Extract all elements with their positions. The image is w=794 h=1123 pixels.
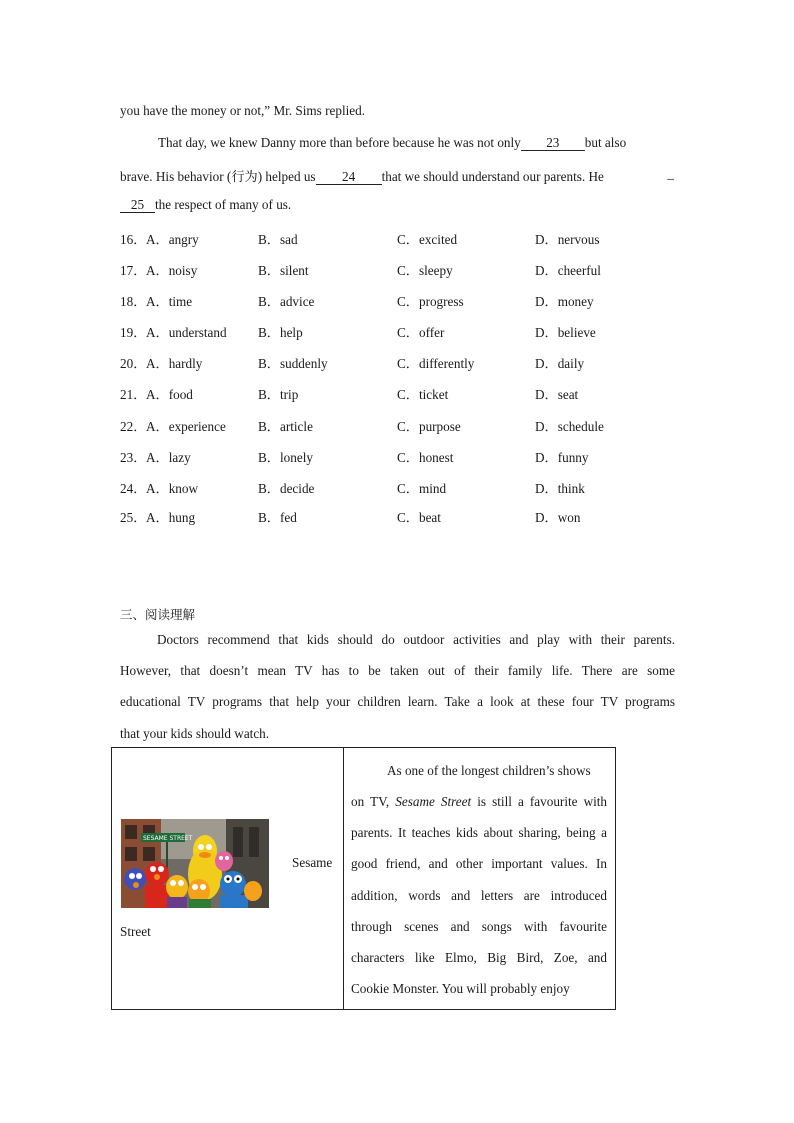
option-d: D．think xyxy=(535,481,585,496)
blank-24: 24 xyxy=(316,170,382,185)
passage-text: that we should understand our parents. He xyxy=(381,169,604,184)
option-b: B．fed xyxy=(258,510,297,525)
option-a: A．noisy xyxy=(146,263,198,278)
reading-line: educational TV programs that help your children learn. Take a look at these four TV programs xyxy=(120,694,675,709)
passage-line xyxy=(158,135,626,151)
program-description: addition, words and letters are introduced xyxy=(351,888,607,903)
table-divider xyxy=(343,748,344,1009)
passage-line xyxy=(120,197,291,213)
passage-line: you have the money or not,” Mr. Sims replied. xyxy=(120,103,366,118)
desc-text: is still a favourite with xyxy=(477,794,608,809)
option-d: D．cheerful xyxy=(535,263,601,278)
question-number: 20． xyxy=(120,356,147,371)
option-d: D．funny xyxy=(535,450,589,465)
option-c: C．differently xyxy=(397,356,475,371)
option-a: A．experience xyxy=(146,419,226,434)
option-a: A．hardly xyxy=(146,356,203,371)
program-description xyxy=(351,794,607,810)
option-c: C．excited xyxy=(397,232,458,247)
blank-23: 23 xyxy=(521,136,585,151)
program-description: parents. It teaches kids about sharing, being a xyxy=(351,825,607,840)
reading-line: Doctors recommend that kids should do outdoor activities and play with their parents. xyxy=(157,632,675,647)
option-a: A．food xyxy=(146,387,193,402)
option-b: B．trip xyxy=(258,387,299,402)
program-description: characters like Elmo, Big Bird, Zoe, and xyxy=(351,950,607,965)
question-number: 17． xyxy=(120,263,147,278)
option-c: C．purpose xyxy=(397,419,461,434)
reading-line: that your kids should watch. xyxy=(120,726,270,741)
option-b: B．sad xyxy=(258,232,298,247)
option-d: D．won xyxy=(535,510,581,525)
passage-text: the respect of many of us. xyxy=(155,197,292,212)
option-b: B．suddenly xyxy=(258,356,328,371)
section-heading: 三、阅读理解 xyxy=(120,607,196,622)
question-number: 24． xyxy=(120,481,147,496)
sesame-street-photo xyxy=(121,819,269,908)
option-d: D．seat xyxy=(535,387,579,402)
program-name-part2: Street xyxy=(120,924,151,939)
option-a: A．lazy xyxy=(146,450,191,465)
option-c: C．progress xyxy=(397,294,464,309)
desc-text: on TV, xyxy=(351,794,390,809)
question-number: 23． xyxy=(120,450,147,465)
option-c: C．mind xyxy=(397,481,447,496)
option-d: D．nervous xyxy=(535,232,600,247)
passage-text: That day, we knew Danny more than before because he was not only xyxy=(158,135,521,150)
reading-line: However, that doesn’t mean TV has to be taken out of their family life. There are some xyxy=(120,663,675,678)
option-c: C．ticket xyxy=(397,387,449,402)
passage-text: but also xyxy=(584,135,627,150)
option-b: B．advice xyxy=(258,294,315,309)
passage-line xyxy=(120,166,674,185)
option-b: B．help xyxy=(258,325,303,340)
program-description: As one of the longest children’s shows xyxy=(387,763,591,778)
question-number: 25． xyxy=(120,510,147,525)
option-a: A．hung xyxy=(146,510,196,525)
passage-text: _ xyxy=(667,166,674,181)
option-a: A．time xyxy=(146,294,193,309)
program-name-part1: Sesame xyxy=(292,855,333,870)
option-b: B．silent xyxy=(258,263,309,278)
question-number: 22． xyxy=(120,419,147,434)
option-b: B．lonely xyxy=(258,450,313,465)
program-title-italic: Sesame Street xyxy=(395,794,472,809)
question-number: 18． xyxy=(120,294,147,309)
program-description: through scenes and songs with favourite xyxy=(351,919,607,934)
option-c: C．offer xyxy=(397,325,445,340)
program-description: Cookie Monster. You will probably enjoy xyxy=(351,981,570,996)
option-d: D．money xyxy=(535,294,594,309)
blank-25: 25 xyxy=(120,198,155,213)
option-a: A．know xyxy=(146,481,199,496)
option-b: B．decide xyxy=(258,481,315,496)
option-a: A．angry xyxy=(146,232,199,247)
option-a: A．understand xyxy=(146,325,227,340)
option-d: D．schedule xyxy=(535,419,604,434)
question-number: 16． xyxy=(120,232,147,247)
option-b: B．article xyxy=(258,419,313,434)
option-c: C．sleepy xyxy=(397,263,453,278)
passage-text: brave. His behavior (行为) helped us xyxy=(120,169,316,184)
option-d: D．believe xyxy=(535,325,596,340)
option-c: C．honest xyxy=(397,450,454,465)
program-description: good friend, and other important values. In xyxy=(351,856,607,871)
option-d: D．daily xyxy=(535,356,585,371)
question-number: 21． xyxy=(120,387,147,402)
street-sign-label: SESAME STREET xyxy=(143,835,193,842)
option-c: C．beat xyxy=(397,510,441,525)
question-number: 19． xyxy=(120,325,147,340)
